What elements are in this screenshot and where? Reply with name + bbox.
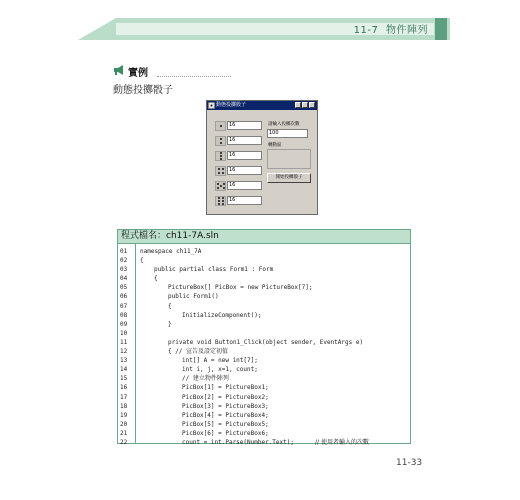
line-number: 05 — [120, 284, 128, 292]
code-line — [118, 356, 410, 365]
example-rule — [157, 76, 231, 77]
line-number: 15 — [120, 375, 128, 383]
dice-value-box-2: 16 — [227, 136, 262, 145]
line-number: 14 — [120, 366, 128, 374]
line-number: 06 — [120, 293, 128, 301]
code-line — [118, 438, 410, 447]
code-line — [118, 311, 410, 320]
program-file-label: 程式檔名：ch11-7A.sln — [121, 231, 219, 241]
window-title: 動態投擲骰子 — [216, 102, 247, 108]
group-label: 轉動區 — [268, 143, 282, 148]
code-line — [118, 338, 410, 347]
megaphone-icon — [113, 64, 125, 76]
section-number: 11-7 — [353, 25, 379, 36]
code-text: { — [154, 275, 158, 283]
chapter-header-title — [354, 21, 428, 36]
code-text: PicBox[6] = PictureBox6; — [182, 429, 269, 437]
code-line — [118, 420, 410, 429]
section-title: 物件陣列 — [386, 25, 428, 36]
code-listing — [117, 229, 411, 444]
code-text: PicBox[1] = PictureBox1; — [182, 384, 269, 392]
example-label: 實例 — [128, 68, 148, 79]
code-text: count = int.Parse(Number.Text); — [182, 438, 294, 446]
code-line — [118, 374, 410, 383]
line-number: 10 — [120, 329, 128, 337]
code-text: PicBox[5] = PictureBox5; — [182, 420, 269, 428]
line-number: 01 — [120, 248, 128, 255]
minimize-button[interactable] — [295, 102, 301, 108]
line-number: 09 — [120, 320, 128, 328]
line-number: 04 — [120, 275, 128, 283]
code-lines — [118, 247, 410, 447]
code-line — [118, 247, 410, 256]
code-line — [118, 256, 410, 265]
spin-group-box — [267, 149, 311, 169]
dice-value-box-4: 16 — [227, 166, 262, 175]
code-line — [118, 302, 410, 311]
page-number: 11-33 — [396, 458, 423, 468]
line-number: 03 — [120, 266, 128, 274]
code-text: { — [168, 302, 172, 310]
code-line — [118, 292, 410, 301]
code-line — [118, 329, 410, 338]
header-wedge — [78, 18, 116, 40]
dice-value-box-5: 16 — [227, 181, 262, 190]
code-text: PicBox[4] = PictureBox4; — [182, 411, 269, 419]
dice-face-3-icon — [215, 151, 226, 161]
line-number: 18 — [120, 402, 128, 410]
line-number: 22 — [120, 438, 128, 446]
code-listing-header — [118, 230, 410, 244]
start-roll-button[interactable]: 開始投擲骰子 — [267, 173, 311, 183]
maximize-button[interactable] — [302, 102, 308, 108]
code-text: int i, j, x=1, count; — [182, 366, 258, 374]
line-number: 08 — [120, 311, 128, 319]
code-text: public partial class Form1 : Form — [154, 266, 274, 274]
code-line — [118, 429, 410, 438]
code-text: int[] A = new int[7]; — [182, 357, 258, 365]
dice-face-2-icon — [215, 136, 226, 146]
code-text: public Form1() — [168, 293, 219, 301]
code-line — [118, 402, 410, 411]
code-line — [118, 383, 410, 392]
app-icon — [208, 102, 215, 109]
header-tab — [435, 18, 447, 40]
code-line — [118, 274, 410, 283]
line-number: 16 — [120, 384, 128, 392]
code-line — [118, 283, 410, 292]
code-text: { // 宣告及設定初值 — [168, 348, 229, 356]
prompt-label: 請輸入投擲次數 — [268, 122, 300, 127]
line-number: 19 — [120, 411, 128, 419]
close-button[interactable] — [309, 102, 315, 108]
dice-face-6-icon — [215, 196, 226, 206]
code-line — [118, 320, 410, 329]
window-titlebar — [207, 101, 317, 110]
number-input[interactable]: 100 — [267, 129, 308, 138]
dice-face-1-icon — [215, 121, 226, 131]
dice-face-4-icon — [215, 166, 226, 176]
code-text: PicBox[2] = PictureBox2; — [182, 393, 269, 401]
code-text: } — [168, 320, 172, 328]
line-number: 20 — [120, 420, 128, 428]
dice-face-5-icon — [215, 181, 226, 191]
code-text: PictureBox[] PicBox = new PictureBox[7]; — [168, 284, 313, 292]
line-number: 11 — [120, 338, 128, 346]
code-comment: // 使用者輸入的次數 — [315, 438, 369, 446]
code-text: namespace ch11_7A — [140, 248, 202, 255]
code-line — [118, 365, 410, 374]
line-number: 21 — [120, 429, 128, 437]
code-line — [118, 265, 410, 274]
line-number: 17 — [120, 393, 128, 401]
code-line — [118, 393, 410, 402]
code-text: // 建立物件陣列 — [182, 375, 229, 383]
code-line — [118, 411, 410, 420]
line-number: 02 — [120, 257, 128, 265]
dice-value-box-1: 16 — [227, 121, 262, 130]
code-text: { — [140, 257, 144, 265]
line-number: 13 — [120, 357, 128, 365]
dice-value-box-3: 16 — [227, 151, 262, 160]
dice-value-box-6: 16 — [227, 196, 262, 205]
app-window-screenshot — [206, 100, 318, 215]
code-line — [118, 347, 410, 356]
example-description: 動態投擲骰子 — [113, 85, 173, 96]
line-number: 07 — [120, 302, 128, 310]
code-text: InitializeComponent(); — [182, 311, 262, 319]
code-text: PicBox[3] = PictureBox3; — [182, 402, 269, 410]
line-number: 12 — [120, 348, 128, 356]
code-text: private void Button1_Click(object sender, EventArgs e) — [168, 338, 364, 346]
